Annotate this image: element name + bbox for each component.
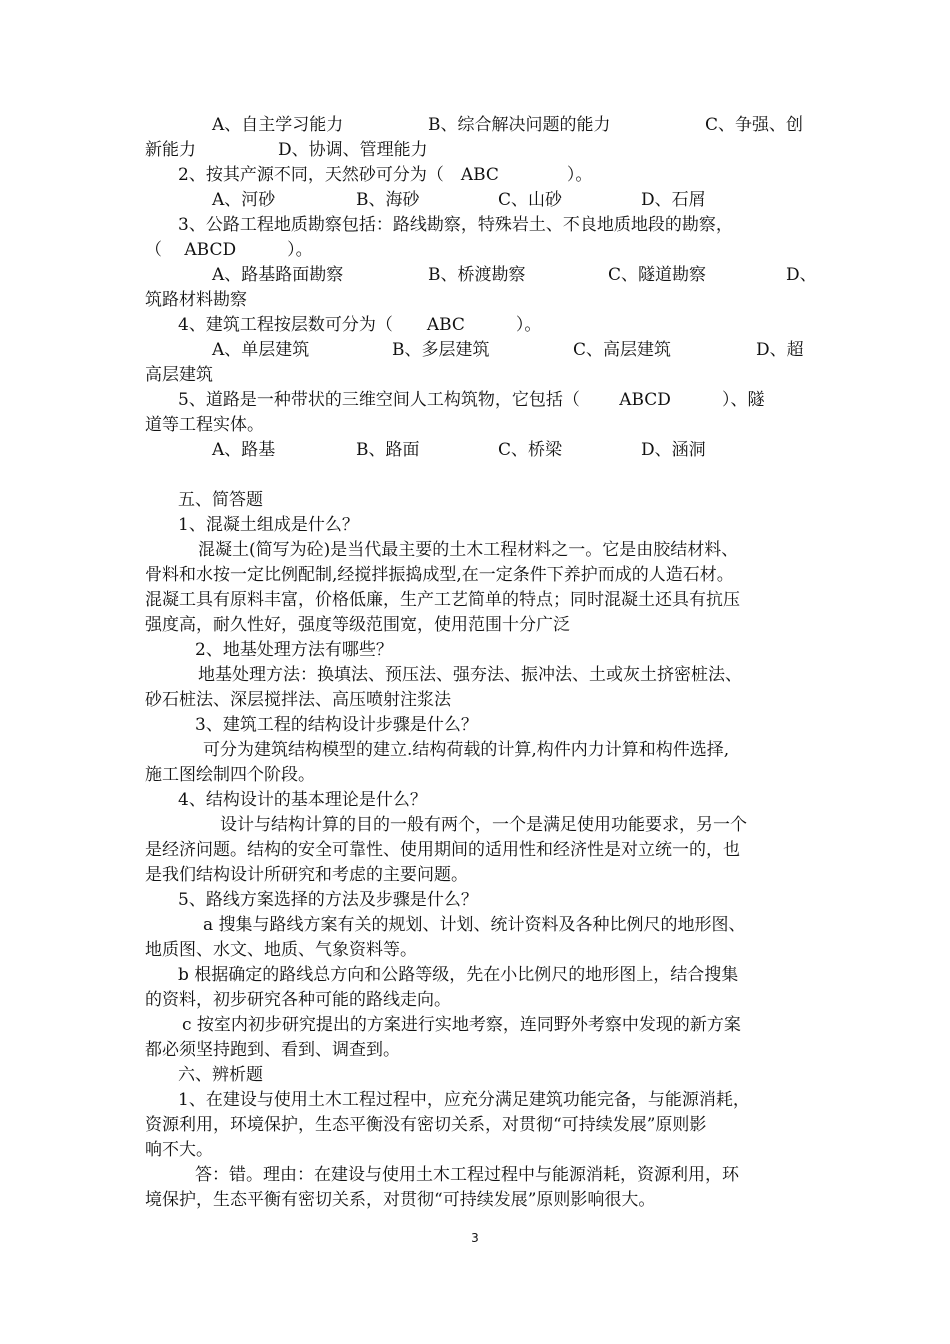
q5-text: 5、道路是一种带状的三维空间人工构筑物，它包括（ ABCD ）、隧 <box>178 390 765 410</box>
s5-a5-line1: a 搜集与路线方案有关的规划、计划、统计资料及各种比例尺的地形图、 <box>203 915 746 935</box>
q1-option-d: D、协调、管理能力 <box>278 140 428 160</box>
s5-a5-line3: b 根据确定的路线总方向和公路等级，先在小比例尺的地形图上，结合搜集 <box>178 965 739 985</box>
q3-option-a: A、路基路面勘察 <box>212 265 344 285</box>
q5-option-a: A、路基 <box>212 440 276 460</box>
s5-a2-line1: 地基处理方法：换填法、预压法、强夯法、振冲法、土或灰土挤密桩法、 <box>198 665 742 685</box>
q5-text-cont: 道等工程实体。 <box>145 415 264 435</box>
q3-text-cont: （ ABCD ）。 <box>145 240 313 260</box>
q3-option-b: B、桥渡勘察 <box>428 265 526 285</box>
q1-option-c: C、争强、创 <box>705 115 804 135</box>
s5-q3: 3、建筑工程的结构设计步骤是什么？ <box>195 715 478 735</box>
s5-a3-line1: 可分为建筑结构模型的建立.结构荷载的计算,构件内力计算和构件选择, <box>203 740 730 760</box>
s6-a1-line1: 答：错。理由：在建设与使用土木工程过程中与能源消耗，资源利用，环 <box>195 1165 739 1185</box>
section5-heading: 五、简答题 <box>178 490 263 510</box>
s5-a4-line3: 是我们结构设计所研究和考虑的主要问题。 <box>145 865 468 885</box>
s5-a3-line2: 施工图绘制四个阶段。 <box>145 765 315 785</box>
q5-option-b: B、路面 <box>356 440 420 460</box>
s5-a1-line2: 骨料和水按一定比例配制,经搅拌振捣成型,在一定条件下养护而成的人造石材。 <box>145 565 734 585</box>
q3-option-d-cont: 筑路材料勘察 <box>145 290 247 310</box>
q4-option-d-cont: 高层建筑 <box>145 365 213 385</box>
s5-a5-line4: 的资料，初步研究各种可能的路线走向。 <box>145 990 451 1010</box>
s5-q5: 5、路线方案选择的方法及步骤是什么？ <box>178 890 478 910</box>
s5-a5-line6: 都必须坚持跑到、看到、调查到。 <box>145 1040 400 1060</box>
q5-option-c: C、桥梁 <box>498 440 563 460</box>
s5-a2-line2: 砂石桩法、深层搅拌法、高压喷射注浆法 <box>145 690 451 710</box>
q3-option-d: D、 <box>786 265 817 285</box>
q1-option-a: A、自主学习能力 <box>212 115 344 135</box>
q2-option-b: B、海砂 <box>356 190 420 210</box>
s6-q1-line2: 资源利用，环境保护，生态平衡没有密切关系，对贯彻“可持续发展”原则影 <box>145 1115 707 1135</box>
s5-q4: 4、结构设计的基本理论是什么？ <box>178 790 427 810</box>
q2-option-a: A、河砂 <box>212 190 276 210</box>
s6-q1-line1: 1、在建设与使用土木工程过程中，应充分满足建筑功能完备，与能源消耗， <box>178 1090 750 1110</box>
q2-option-c: C、山砂 <box>498 190 563 210</box>
q3-text: 3、公路工程地质勘察包括：路线勘察，特殊岩土、不良地质地段的勘察， <box>178 215 733 235</box>
s5-a1-line3: 混凝工具有原料丰富，价格低廉，生产工艺简单的特点；同时混凝土还具有抗压 <box>145 590 740 610</box>
q4-option-c: C、高层建筑 <box>573 340 672 360</box>
s6-a1-line2: 境保护，生态平衡有密切关系，对贯彻“可持续发展”原则影响很大。 <box>145 1190 656 1210</box>
page-number: 3 <box>471 1231 479 1245</box>
q5-option-d: D、涵洞 <box>641 440 706 460</box>
section6-heading: 六、辨析题 <box>178 1065 263 1085</box>
q1-option-c-cont: 新能力 <box>145 140 196 160</box>
s5-q2: 2、地基处理方法有哪些？ <box>195 640 393 660</box>
q1-option-b: B、综合解决问题的能力 <box>428 115 611 135</box>
s5-a4-line1: 设计与结构计算的目的一般有两个，一个是满足使用功能要求，另一个 <box>220 815 747 835</box>
s5-a4-line2: 是经济问题。结构的安全可靠性、使用期间的适用性和经济性是对立统一的，也 <box>145 840 740 860</box>
q3-option-c: C、隧道勘察 <box>608 265 707 285</box>
s5-q1: 1、混凝土组成是什么？ <box>178 515 359 535</box>
q4-text: 4、建筑工程按层数可分为（ ABC ）。 <box>178 315 542 335</box>
q2-option-d: D、石屑 <box>641 190 706 210</box>
q4-option-a: A、单层建筑 <box>212 340 310 360</box>
s5-a5-line5: c 按室内初步研究提出的方案进行实地考察，连同野外考察中发现的新方案 <box>182 1015 741 1035</box>
s5-a1-line1: 混凝土(简写为砼)是当代最主要的土木工程材料之一。它是由胶结材料、 <box>198 540 739 560</box>
s5-a5-line2: 地质图、水文、地质、气象资料等。 <box>145 940 417 960</box>
s5-a1-line4: 强度高，耐久性好，强度等级范围宽，使用范围十分广泛 <box>145 615 570 635</box>
q2-text: 2、按其产源不同，天然砂可分为（ ABC ）。 <box>178 165 593 185</box>
s6-q1-line3: 响不大。 <box>145 1140 213 1160</box>
q4-option-b: B、多层建筑 <box>392 340 490 360</box>
q4-option-d: D、超 <box>756 340 804 360</box>
